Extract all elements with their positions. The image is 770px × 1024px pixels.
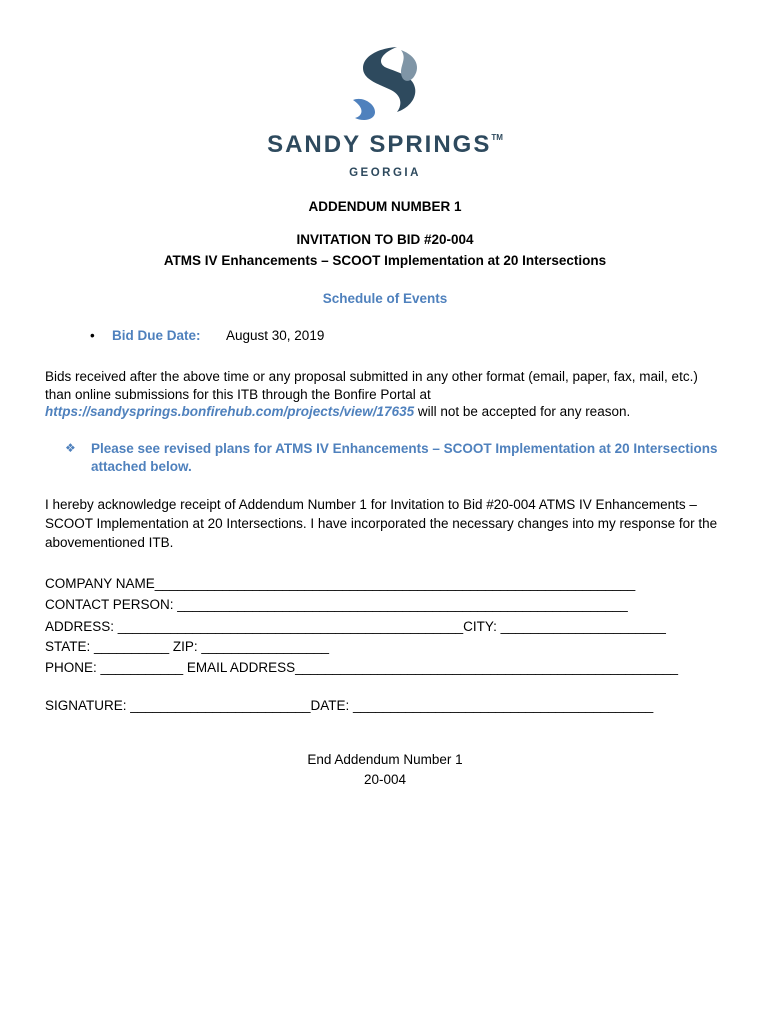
brand-name: SANDY SPRINGS™ <box>267 131 503 158</box>
bonfire-portal-link[interactable]: https://sandysprings.bonfirehub.com/projects/view/17635 <box>45 404 415 419</box>
signature-date-field: SIGNATURE: ________________________DATE: ________________________________________ <box>45 698 654 713</box>
state-zip-field: STATE: __________ ZIP: _________________ <box>45 639 329 654</box>
contact-person-field: CONTACT PERSON: ____________________________________________________________ <box>45 597 628 612</box>
addendum-title: ADDENDUM NUMBER 1 <box>308 199 462 214</box>
trademark-mark: TM <box>491 133 503 142</box>
schedule-heading: Schedule of Events <box>322 291 448 306</box>
addendum-code: 20-004 <box>363 772 407 787</box>
bid-due-value: August 30, 2019 <box>226 328 325 343</box>
sandy-springs-logo-icon <box>345 42 425 122</box>
company-name-field: COMPANY NAME________________________________________________________________ <box>45 576 636 591</box>
late-bid-notice: Bids received after the above time or any proposal submitted in any other format (email, paper, fax, mail, etc.) than online submissions for this ITB through the Bonfire Portal at https://sandysprings.bonfirehub.com/projects/view/17635 will not be accepted for any reason. <box>45 369 698 419</box>
phone-email-field: PHONE: ___________ EMAIL ADDRESS___________________________________________________ <box>45 660 679 675</box>
acknowledgement-paragraph: I hereby acknowledge receipt of Addendum Number 1 for Invitation to Bid #20-004 ATMS IV Enhancements – SCOOT Implementation at 20 Intersections. I have incorporated the necessary changes into my response for the abovementioned ITB. <box>45 497 718 550</box>
project-title: ATMS IV Enhancements – SCOOT Implementation at 20 Intersections <box>163 253 607 268</box>
brand-subtitle: GEORGIA <box>349 167 421 179</box>
itb-number: INVITATION TO BID #20-004 <box>296 232 474 247</box>
address-city-field: ADDRESS: ______________________________________________CITY: ______________________ <box>45 619 666 634</box>
end-addendum-text: End Addendum Number 1 <box>307 752 463 767</box>
bid-due-label: Bid Due Date: <box>112 328 201 343</box>
bullet-icon: • <box>90 328 95 343</box>
diamond-bullet-icon: ❖ <box>65 441 76 455</box>
